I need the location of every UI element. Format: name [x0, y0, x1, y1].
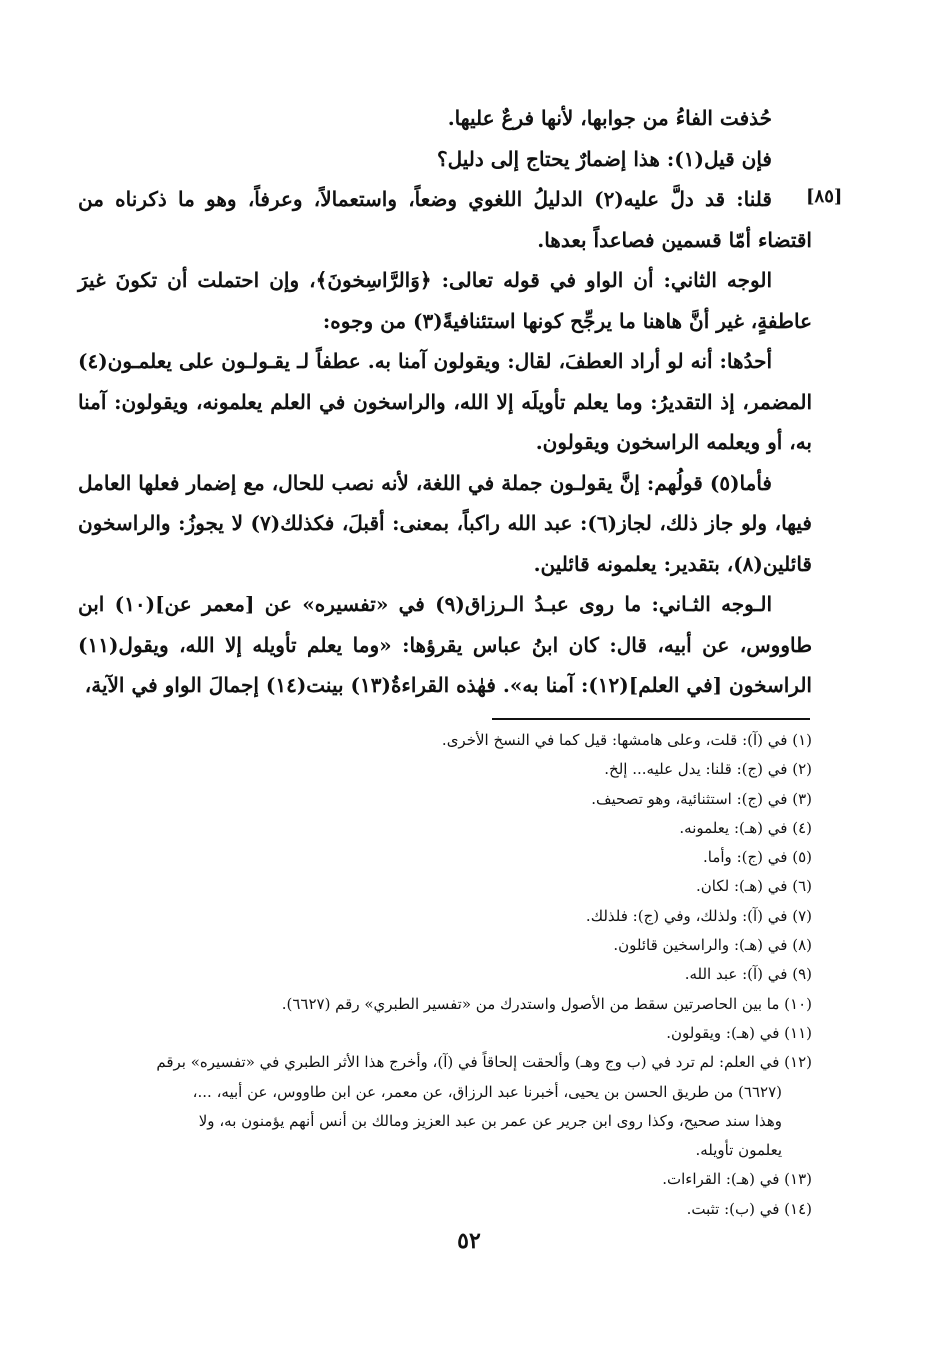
paragraph-7: الـوجه الثـاني: ما روى عبـدُ الـرزاق(٩) في «تفسيره» عن [معمر عن](١٠) ابن طاووس، عن أبيه، قال: كان ابنُ عباس يقرؤها: «وما يعلم تأويله إلا الله، ويقول(١١) الراسخون [في العلم](١٢): آمنا به». فهٰذه القراءةُ(١٣) بينت(١٤) إجمالَ الواو في الآية، [78, 592, 812, 697]
paragraph-5: أحدُها: أنه لو أراد العطفَ، لقال: ويقولون آمنا به. عطفاً لـ يقـولـون على يعلمـون(٤) المضمر، إذ التقديرُ: وما يعلم تأويلَه إلا الله، والراسخون في العلم يعلمونه، ويقولون: آمنا به، أو ويعلمه الراسخون ويقولون. [78, 349, 812, 454]
footnote-separator [492, 718, 810, 720]
page-number: ٥٢ [457, 1228, 481, 1254]
footnote: (١١) في (هـ): ويقولون. [666, 1023, 812, 1042]
paragraph-6: فأما(٥) قولُهم: إنَّ يقولـون جملة في اللغة، لأنه نصب للحال، مع إضمار فعلها العامل فيها، ولو جاز ذلك، لجاز(٦): عبد الله راكباً، بمعنى: أقبلَ، فكذلك(٧) لا يجوزُ: والراسخون قائلين(٨)، بتقدير: يعلمونه قائلين. [78, 470, 812, 576]
footnote: (٥) في (ج): وأما. [703, 848, 812, 867]
paragraph-3: قلنا: قد دلَّ عليه(٢) الدليلُ اللغوي وضعاً، واستعمالاً، وعرفاً، وهو ما ذكرناه من اقتضاء أمّا قسمين فصاعداً بعدها. [78, 187, 812, 252]
paragraph-4: الوجه الثاني: أن الواو في قوله تعالى: ﴿وَالرَّاسِخونَ﴾، وإن احتملت أن تكونَ غيرَ عاطفةٍ، غير أنَّ هاهنا ما يرجِّح كونها استئنافيةً(٣) من وجوه: [78, 268, 812, 333]
footnote-continuation: (٦٦٢٧) من طريق الحسن بن يحيى، أخبرنا عبد الرزاق، عن معمر، عن ابن طاووس، عن أبيه، ...، [192, 1082, 782, 1101]
paragraph-2: فإن قيل(١): هذا إضمارٌ يحتاج إلى دليل؟ [436, 146, 772, 171]
footnotes [120, 726, 812, 1224]
main-text [78, 98, 812, 706]
margin-reference: [٨٥] [806, 186, 843, 207]
footnote: (١٠) ما بين الحاصرتين سقط من الأصول واستدرك من «تفسير الطبري» رقم (٦٦٢٧). [281, 994, 812, 1013]
footnote: (١٢) في العلم: لم ترد في (ب وج وهـ) وألحقت إلحاقاً في (آ)، وأخرج هذا الأثر الطبري في «تفسيره» برقم [156, 1053, 812, 1072]
footnote: (٣) في (ج): استثنائية، وهو تصحيف. [591, 789, 812, 808]
footnote: (٢) في (ج): قلنا: يدل عليه... إلخ. [604, 760, 812, 779]
footnote: (١٤) في (ب): تثبت. [686, 1199, 812, 1218]
footnote-continuation: يعلمون تأويله. [695, 1141, 782, 1160]
footnote: (١٣) في (هـ): القراءات. [662, 1170, 812, 1189]
footnote-continuation: وهذا سند صحيح، وكذا روى ابن جرير عن عمر بن عبد العزيز ومالك بن أنس أنهم يؤمنون به، ولا [198, 1111, 782, 1130]
footnote: (٩) في (آ): عبد الله. [684, 965, 812, 984]
footnote: (٨) في (هـ): والراسخين قائلون. [613, 936, 812, 955]
paragraph-1: حُذفت الفاءُ من جوابها، لأنها فرعٌ عليها. [447, 106, 772, 130]
footnote: (٦) في (هـ): لكان. [695, 877, 812, 896]
footnote: (٤) في (هـ): يعلمونه. [679, 818, 812, 837]
footnote: (٧) في (آ): ولذلك، وفي (ج): فلذلك. [585, 906, 812, 925]
footnote: (١) في (آ): قلت، وعلى هامشها: قيل كما في النسخ الأخرى. [441, 731, 812, 749]
